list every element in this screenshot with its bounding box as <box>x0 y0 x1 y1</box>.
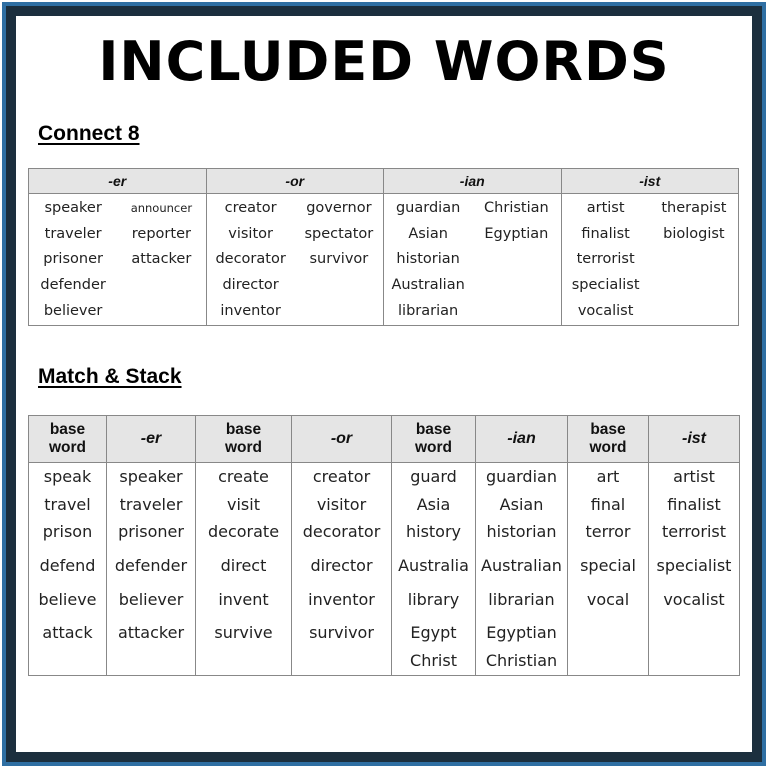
word: Australian <box>391 277 465 294</box>
match-stack-body-row <box>29 463 740 676</box>
word: inventor <box>308 589 375 609</box>
word: survive <box>214 623 273 643</box>
word <box>117 299 205 325</box>
word: survivor <box>309 623 374 643</box>
word: travel <box>44 494 91 514</box>
header-base-word: base word <box>29 416 107 463</box>
word: finalist <box>581 225 630 242</box>
word: believer <box>118 589 184 609</box>
word <box>196 647 291 675</box>
match-stack-table <box>28 415 740 676</box>
connect8-table <box>28 168 739 326</box>
word: Christian <box>485 651 558 671</box>
word: librarian <box>488 589 555 609</box>
word: terror <box>585 522 631 542</box>
word: Asian <box>408 225 448 242</box>
match-stack-column <box>196 463 292 676</box>
word: artist <box>586 200 625 216</box>
word: Christ <box>410 651 457 671</box>
word: defender <box>40 277 106 294</box>
word: attack <box>42 623 93 643</box>
word: attacker <box>117 623 185 643</box>
word: guard <box>410 467 457 486</box>
word <box>568 647 648 675</box>
word: vocal <box>586 589 630 609</box>
match-stack-heading: Match & Stack <box>38 365 182 388</box>
word: Australian <box>481 556 562 576</box>
word: prisoner <box>118 522 184 542</box>
word: historian <box>396 251 460 268</box>
word <box>117 273 205 299</box>
word: vocalist <box>577 302 634 319</box>
word: art <box>596 467 620 486</box>
word: specialist <box>571 277 640 294</box>
word: specialist <box>656 556 732 576</box>
word: defend <box>39 556 96 576</box>
word: speaker <box>44 200 102 216</box>
word <box>472 247 560 273</box>
header-ist: -ist <box>649 416 740 463</box>
match-stack-column <box>568 463 649 676</box>
word <box>107 647 195 675</box>
match-stack-header-row <box>29 416 740 463</box>
word: visitor <box>316 494 367 514</box>
word <box>472 299 560 325</box>
word <box>295 273 383 299</box>
word: final <box>590 494 626 514</box>
word: creator <box>224 200 277 216</box>
word: defender <box>114 556 188 576</box>
word <box>649 619 739 647</box>
word: director <box>222 277 279 294</box>
word: announcer <box>130 201 193 215</box>
word: decorator <box>302 522 381 542</box>
word <box>568 619 648 647</box>
word: visitor <box>228 225 273 242</box>
header-ian: -ian <box>476 416 568 463</box>
match-stack-column <box>476 463 568 676</box>
word: traveler <box>119 494 183 514</box>
word: direct <box>220 556 267 576</box>
word: Egypt <box>410 623 457 643</box>
match-stack-column <box>107 463 196 676</box>
word: speak <box>43 467 92 486</box>
word <box>29 647 106 675</box>
word: Asia <box>416 494 451 514</box>
word: speaker <box>119 467 183 486</box>
word: prison <box>42 522 93 542</box>
word: Egyptian <box>484 225 549 242</box>
header-base-word: base word <box>196 416 292 463</box>
word: traveler <box>44 225 102 242</box>
word <box>472 273 560 299</box>
word: decorate <box>207 522 280 542</box>
connect8-cell-er <box>29 194 207 326</box>
word: guardian <box>395 200 461 216</box>
word <box>292 647 391 675</box>
header-or: -or <box>292 416 392 463</box>
word: guardian <box>486 467 557 486</box>
word: Christian <box>484 200 549 216</box>
connect8-header-ist: -ist <box>561 169 739 194</box>
connect8-header-or: -or <box>206 169 384 194</box>
word: history <box>405 522 462 542</box>
word: create <box>218 467 269 486</box>
word <box>650 247 738 273</box>
word: reporter <box>131 225 191 242</box>
word: librarian <box>398 302 459 319</box>
word: Egyptian <box>486 623 557 643</box>
connect8-body-row <box>29 194 739 326</box>
word: special <box>580 556 636 576</box>
header-base-word: base word <box>392 416 476 463</box>
word <box>650 299 738 325</box>
connect8-cell-ian <box>384 194 562 326</box>
match-stack-column <box>392 463 476 676</box>
word: terrorist <box>661 522 727 542</box>
word: believe <box>38 589 97 609</box>
connect8-heading: Connect 8 <box>38 122 140 145</box>
header-er: -er <box>107 416 196 463</box>
word: inventor <box>220 302 281 319</box>
word: creator <box>312 467 371 486</box>
word: attacker <box>131 251 192 268</box>
connect8-header-er: -er <box>29 169 207 194</box>
word: invent <box>218 589 269 609</box>
word: finalist <box>667 494 721 514</box>
match-stack-column <box>29 463 107 676</box>
connect8-header-row <box>29 169 739 194</box>
word: biologist <box>663 225 725 242</box>
word <box>649 647 739 675</box>
word: visit <box>227 494 260 514</box>
word: governor <box>306 200 372 216</box>
connect8-cell-ist <box>561 194 739 326</box>
header-base-word: base word <box>568 416 649 463</box>
word: library <box>407 589 460 609</box>
word: spectator <box>304 225 374 242</box>
match-stack-column <box>649 463 740 676</box>
word: director <box>310 556 373 576</box>
word: historian <box>486 522 557 542</box>
word <box>650 273 738 299</box>
word: Asian <box>499 494 544 514</box>
word: believer <box>43 302 103 319</box>
match-stack-column <box>292 463 392 676</box>
word: prisoner <box>43 251 103 268</box>
page-title: INCLUDED WORDS <box>98 30 670 93</box>
word: therapist <box>661 200 727 216</box>
word <box>295 299 383 325</box>
word: artist <box>673 467 715 486</box>
connect8-header-ian: -ian <box>384 169 562 194</box>
connect8-cell-or <box>206 194 384 326</box>
word: terrorist <box>576 251 635 268</box>
word: vocalist <box>663 589 725 609</box>
word: decorator <box>215 251 286 268</box>
word: Australia <box>398 556 469 576</box>
word: survivor <box>309 251 369 268</box>
